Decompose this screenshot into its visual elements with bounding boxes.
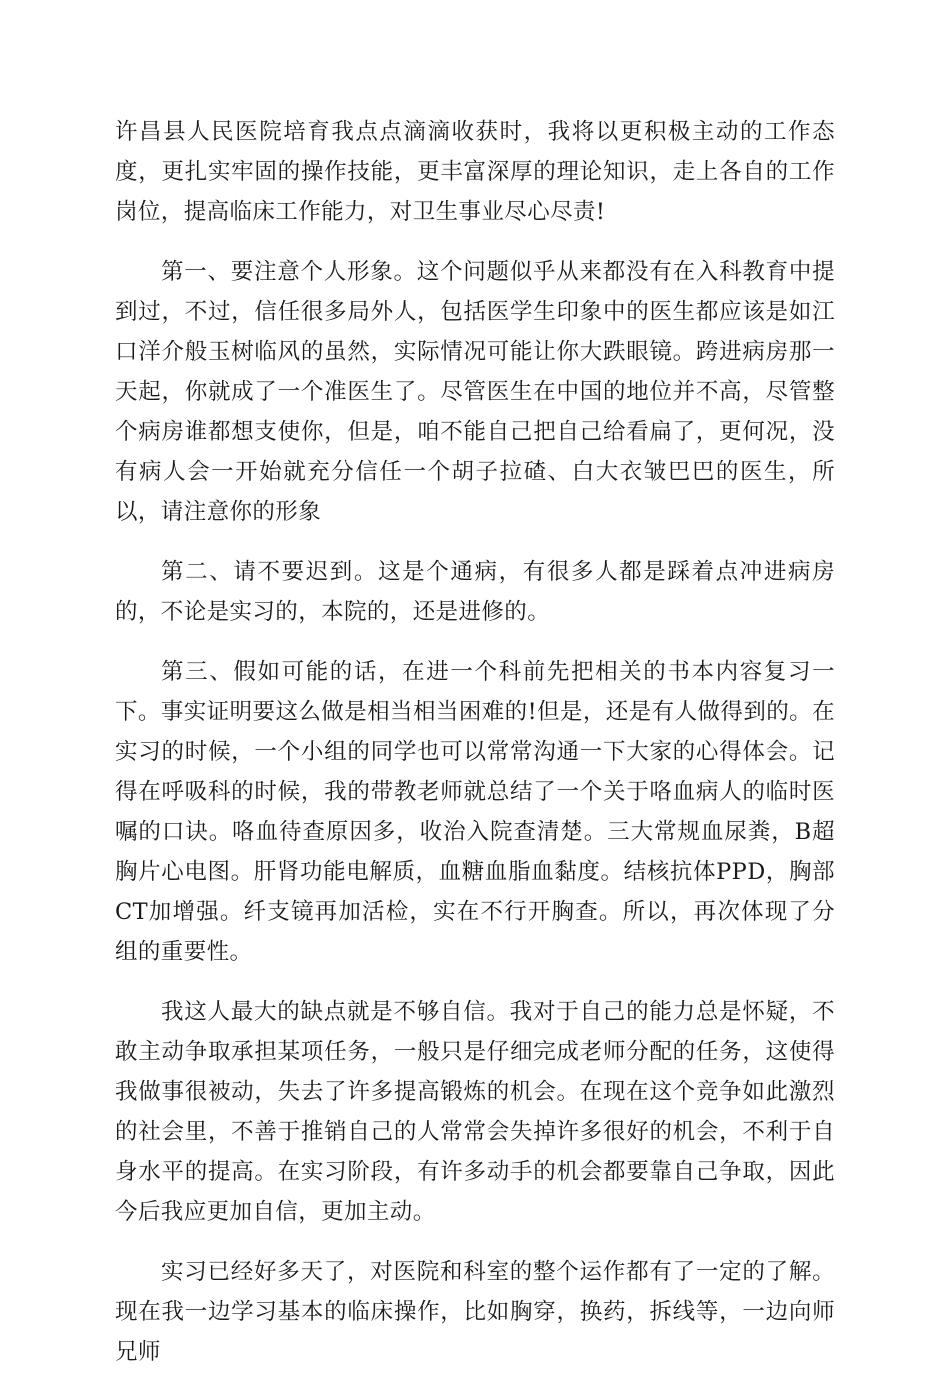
paragraph-self-confidence: 我这人最大的缺点就是不够自信。我对于自己的能力总是怀疑，不敢主动争取承担某项任务，一般只是仔细完成老师分配的任务，这使得我做事很被动，失去了许多提高锻炼的机会。在现在这个竞争如此激烈的社会里，不善于推销自己的人常常会失掉许多很好的机会，不利于自身水平的提高。在实习阶段，有许多动手的机会都要靠自己争取，因此今后我应更加自信，更加主动。: [115, 999, 835, 1225]
paragraph-closing-remarks: 许昌县人民医院培育我点点滴滴收获时，我将以更积极主动的工作态度，更扎实牢固的操作技能，更丰富深厚的理论知识，走上各自的工作岗位，提高临床工作能力，对卫生事业尽心尽责!: [115, 119, 835, 225]
document-body: [115, 112, 835, 1392]
paragraph-point-two-punctuality: 第二、请不要迟到。这是个通病，有很多人都是踩着点冲进病房的，不论是实习的，本院的，还是进修的。: [115, 559, 835, 625]
paragraph-internship-progress: 实习已经好多天了，对医院和科室的整个运作都有了一定的了解。现在我一边学习基本的临床操作，比如胸穿，换药，拆线等，一边向师兄师: [115, 1259, 835, 1365]
paragraph-point-one-image: 第一、要注意个人形象。这个问题似乎从来都没有在入科教育中提到过，不过，信任很多局外人，包括医学生印象中的医生都应该是如江口洋介般玉树临风的虽然，实际情况可能让你大跌眼镜。跨进病房那一天起，你就成了一个准医生了。尽管医生在中国的地位并不高，尽管整个病房谁都想支使你，但是，咱不能自己把自己给看扁了，更何况，没有病人会一开始就充分信任一个胡子拉碴、白大衣皱巴巴的医生，所以，请注意你的形象: [115, 259, 835, 525]
paragraph-point-three-review: 第三、假如可能的话，在进一个科前先把相关的书本内容复习一下。事实证明要这么做是相当相当困难的!但是，还是有人做得到的。在实习的时候，一个小组的同学也可以常常沟通一下大家的心得体会。记得在呼吸科的时候，我的带教老师就总结了一个关于咯血病人的临时医嘱的口诀。咯血待查原因多，收治入院查清楚。三大常规血尿粪，B超胸片心电图。肝肾功能电解质，血糖血脂血黏度。结核抗体PPD，胸部CT加增强。纤支镜再加活检，实在不行开胸查。所以，再次体现了分组的重要性。: [115, 659, 835, 965]
